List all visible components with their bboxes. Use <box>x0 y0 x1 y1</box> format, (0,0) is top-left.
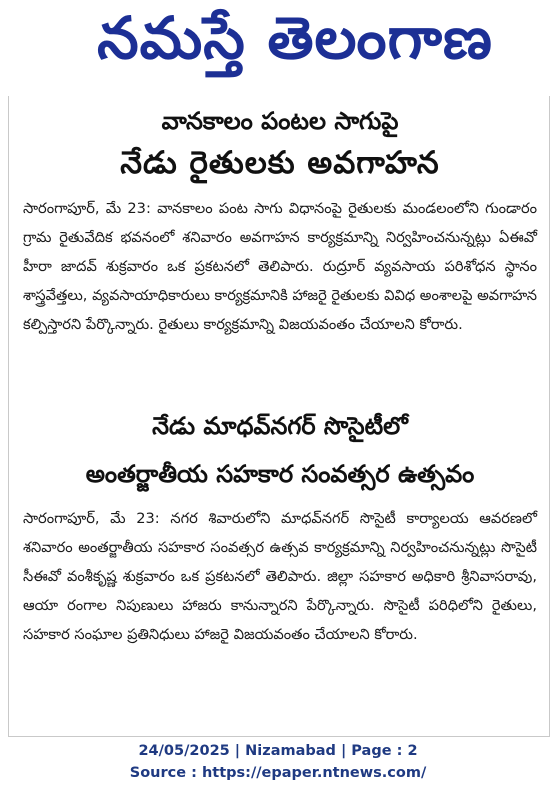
clipping-frame <box>8 96 550 737</box>
edition-info: 24/05/2025 | Nizamabad | Page : 2 <box>138 743 418 759</box>
article-kicker: వానకాలం పంటల సాగుపై <box>161 107 399 135</box>
article-headline: అంతర్జాతీయ సహకార సంవత్సర ఉత్సవం <box>85 460 475 488</box>
masthead <box>0 0 556 98</box>
article-body: సారంగాపూర్, మే 23: నగర శివారులోని మాధవ్‌నగర్ సొసైటీ కార్యాలయ ఆవరణలో శనివారం అంతర్జాతీయ సహకార సంవత్సర ఉత్సవ కార్యక్రమాన్ని నిర్వహించనున్నట్లు సొసైటీ సీఈవో వంశీకృష్ణ శుక్రవారం ఒక ప్రకటనలో తెలిపారు. జిల్లా సహకార అధికారి శ్రీనివాసరావు, ఆయా రంగాల నిపుణులు హాజరు కానున్నారని పేర్కొన్నారు. సొసైటీ పరిధిలోని రైతులు, సహకార సంఘాల ప్రతినిధులు హాజరై విజయవంతం చేయాలని కోరారు. <box>23 510 537 643</box>
clipping-footer <box>0 740 556 784</box>
source-link[interactable]: Source : https://epaper.ntnews.com/ <box>129 765 427 781</box>
article-farmers-awareness <box>23 104 537 339</box>
article-cooperative-year <box>23 408 537 649</box>
article-headline: నేడు రైతులకు అవగాహన <box>120 145 440 181</box>
newspaper-logo: నమస్తే తెలంగాణ <box>97 3 493 72</box>
article-body: సారంగాపూర్, మే 23: వానకాలం పంట సాగు విధానంపై రైతులకు మండలంలోని గుండారం గ్రామ రైతువేదిక భవనంలో శనివారం అవగాహన కార్యక్రమాన్ని నిర్వహించనున్నట్లు ఏఈవో హీరా జాదవ్ శుక్రవారం ఒక ప్రకటనలో తెలిపారు. రుద్రూర్ వ్యవసాయ పరిశోధన స్థానం శాస్త్రవేత్తలు, వ్యవసాయాధికారులు కార్యక్రమానికి హాజరై రైతులకు వివిధ అంశాలపై అవగాహన కల్పిస్తారని పేర్కొన్నారు. రైతులు కార్యక్రమాన్ని విజయవంతం చేయాలని కోరారు. <box>23 200 537 333</box>
article-kicker: నేడు మాధవ్‌నగర్ సొసైటీలో <box>152 412 408 440</box>
